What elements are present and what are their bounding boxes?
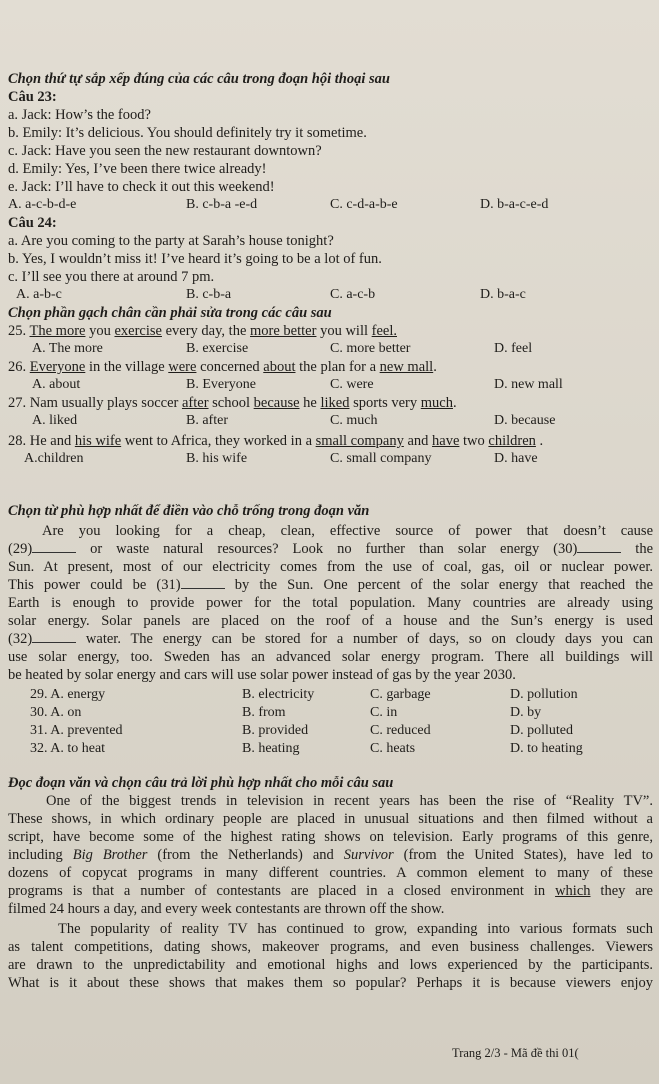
q23-line-e: e. Jack: I’ll have to check it out this weekend! (8, 179, 275, 195)
q28-option-b[interactable]: B. his wife (186, 451, 248, 466)
q27-sentence (8, 394, 653, 412)
q23-options (0, 196, 659, 214)
reading-line-10: are drawn to the unpredictability and emotional highs and lows experienced by the participants. (8, 957, 653, 973)
q31-option-c[interactable]: C. reduced (370, 723, 431, 738)
q23-option-b[interactable]: B. c-b-a -e-d (186, 197, 258, 212)
q28-text: went to Africa, they worked in a (121, 433, 316, 449)
q24-options (0, 286, 659, 304)
q30-options (0, 704, 659, 722)
blank-32-label: (32) (8, 631, 33, 647)
q29-option-b[interactable]: B. electricity (242, 687, 315, 702)
cloze-text: by the Sun. One percent of the solar energy that reached the (224, 577, 653, 593)
q25-text: you (85, 323, 115, 339)
q27-underline-c: liked (320, 395, 350, 411)
q31-option-d[interactable]: D. polluted (510, 723, 573, 738)
reading-line-2: These shows, in which ordinary people are placed in unusual situations and then filmed without a (8, 811, 653, 827)
cloze-line-1: Are you looking for a cheap, clean, effective source of power that doesn’t cause (42, 523, 653, 539)
question-23-label: Câu 23: (8, 89, 57, 105)
q28-sentence (8, 432, 653, 450)
q27-text: he (299, 395, 321, 411)
q28-option-c[interactable]: C. small company (330, 451, 432, 466)
section-1-title: Chọn thứ tự sắp xếp đúng của các câu trong đoạn hội thoại sau (8, 71, 390, 87)
reading-line-6 (8, 882, 653, 900)
q27-underline-b: because (253, 395, 300, 411)
section-3-title: Chọn từ phù hợp nhất để điền vào chỗ trống trong đoạn văn (8, 503, 370, 519)
q25-sentence (8, 322, 653, 340)
q25-text: you will (316, 323, 372, 339)
q25-underline-d: feel. (371, 323, 397, 339)
q26-text: the plan for a (295, 359, 380, 375)
q31-option-a[interactable]: 31. A. prevented (30, 723, 123, 738)
blank-30[interactable] (577, 540, 621, 553)
q25-options (0, 340, 659, 358)
q26-underline-c: about (263, 359, 296, 375)
cloze-text: or waste natural resources? Look no further than solar energy (30) (76, 541, 578, 557)
q32-option-d[interactable]: D. to heating (510, 741, 583, 756)
q25-underline-b: exercise (114, 323, 162, 339)
reading-text: programs is that a number of contestants are placed in a closed environment in (8, 883, 556, 899)
q24-option-c[interactable]: C. a-c-b (330, 287, 376, 302)
q23-line-c: c. Jack: Have you seen the new restaurant downtown? (8, 143, 322, 159)
reading-text: they are (590, 883, 653, 899)
q26-option-c[interactable]: C. were (330, 377, 374, 392)
q28-underline-b: small company (315, 433, 404, 449)
q25-option-a[interactable]: A. The more (32, 341, 103, 356)
question-24-label: Câu 24: (8, 215, 57, 231)
q28-option-a[interactable]: A.children (24, 451, 84, 466)
q26-text: 26. (8, 359, 30, 375)
q28-text: and (403, 433, 433, 449)
q26-options (0, 376, 659, 394)
q29-option-c[interactable]: C. garbage (370, 687, 431, 702)
q27-option-b[interactable]: B. after (186, 413, 228, 428)
q28-text: . (535, 433, 544, 449)
reading-line-5: dozens of copycat programs in many different countries. A common element to many of these (8, 865, 653, 881)
q24-option-b[interactable]: B. c-b-a (186, 287, 232, 302)
reading-underlined-which: which (555, 883, 591, 899)
cloze-line-8: use solar energy, too. Sweden has an advanced solar energy program. There all buildings will (8, 649, 653, 665)
q30-option-c[interactable]: C. in (370, 705, 398, 720)
q27-underline-d: much (420, 395, 453, 411)
q24-line-b: b. Yes, I wouldn’t miss it! I’ve heard it’s going to be a lot of fun. (8, 251, 382, 267)
q26-option-a[interactable]: A. about (32, 377, 81, 392)
q32-option-a[interactable]: 32. A. to heat (30, 741, 106, 756)
reading-line-4 (8, 846, 653, 864)
cloze-line-3: Sun. At present, most of our electricity comes from the use of coal, gas, oil or nuclear power. (8, 559, 653, 575)
q23-line-b: b. Emily: It’s delicious. You should definitely try it sometime. (8, 125, 367, 141)
q32-option-c[interactable]: C. heats (370, 741, 416, 756)
q26-option-b[interactable]: B. Everyone (186, 377, 256, 392)
q30-option-a[interactable]: 30. A. on (30, 705, 82, 720)
q26-text: . (433, 359, 437, 375)
q28-underline-a: his wife (74, 433, 122, 449)
q24-line-a: a. Are you coming to the party at Sarah’s house tonight? (8, 233, 334, 249)
q24-line-c: c. I’ll see you there at around 7 pm. (8, 269, 215, 285)
q30-option-b[interactable]: B. from (242, 705, 286, 720)
q23-option-c[interactable]: C. c-d-a-b-e (330, 197, 398, 212)
reading-text: including (8, 847, 73, 863)
q25-text: 25. (8, 323, 30, 339)
blank-31[interactable] (181, 576, 225, 589)
blank-29[interactable] (32, 540, 76, 553)
page-footer: Trang 2/3 - Mã đề thi 01( (452, 1046, 579, 1060)
cloze-line-9: be heated by solar energy and cars will use solar power instead of gas by the year 2030. (8, 667, 516, 683)
q28-underline-d: children (488, 433, 536, 449)
q27-text: . (452, 395, 457, 411)
q31-option-b[interactable]: B. provided (242, 723, 309, 738)
q25-underline-a: The more (29, 323, 86, 339)
q27-text: sports very (349, 395, 421, 411)
q31-options (0, 722, 659, 740)
q25-option-d[interactable]: D. feel (494, 341, 533, 356)
q27-option-a[interactable]: A. liked (32, 413, 78, 428)
q27-option-d[interactable]: D. because (494, 413, 556, 428)
q24-option-a[interactable]: A. a-b-c (16, 287, 62, 302)
q26-sentence (8, 358, 653, 376)
q25-option-b[interactable]: B. exercise (186, 341, 249, 356)
reading-text: (from the United States), have led to (393, 847, 653, 863)
q26-text: concerned (196, 359, 264, 375)
cloze-text: the (621, 541, 654, 557)
q28-option-d[interactable]: D. have (494, 451, 538, 466)
cloze-text: water. The energy can be stored for a number of days, so on cloudy days you can (76, 631, 653, 647)
q29-option-d[interactable]: D. pollution (510, 687, 578, 702)
q23-line-d: d. Emily: Yes, I’ve been there twice already! (8, 161, 267, 177)
reading-title-survivor: Survivor (343, 847, 394, 863)
q25-underline-c: more better (250, 323, 317, 339)
q32-options (0, 740, 659, 758)
reading-line-1: One of the biggest trends in television in recent years has been the rise of “Reality TV”. (46, 793, 653, 809)
cloze-line-2 (8, 540, 653, 558)
q27-options (0, 412, 659, 430)
q25-option-c[interactable]: C. more better (330, 341, 411, 356)
q28-underline-c: have (432, 433, 460, 449)
cloze-line-7 (8, 630, 653, 648)
q30-option-d[interactable]: D. by (510, 705, 542, 720)
reading-text: (from the Netherlands) and (147, 847, 344, 863)
cloze-line-5: Earth is enough to provide power for the total population. Many countries are already using (8, 595, 653, 611)
section-4-title: Đọc đoạn văn và chọn câu trả lời phù hợp nhất cho mỗi câu sau (8, 775, 394, 791)
q27-text: 27. Nam usually plays soccer (8, 395, 182, 411)
q27-option-c[interactable]: C. much (330, 413, 378, 428)
reading-line-8: The popularity of reality TV has continued to grow, expanding into various formats such (58, 921, 653, 937)
q23-option-a[interactable]: A. a-c-b-d-e (8, 197, 77, 212)
q24-option-d[interactable]: D. b-a-c (480, 287, 526, 302)
q28-text: two (459, 433, 489, 449)
reading-title-big-brother: Big Brother (72, 847, 148, 863)
blank-29-label: (29) (8, 541, 33, 557)
reading-line-11: What is it about these shows that makes them so popular? Perhaps it is because viewers enjoy (8, 975, 653, 991)
blank-32[interactable] (32, 630, 76, 643)
q26-option-d[interactable]: D. new mall (494, 377, 563, 392)
q26-underline-b: were (168, 359, 197, 375)
section-2-title: Chọn phần gạch chân cần phải sửa trong các câu sau (8, 305, 332, 321)
q26-underline-d: new mall (379, 359, 434, 375)
reading-line-7: filmed 24 hours a day, and every week contestants are thrown off the show. (8, 901, 445, 917)
q23-option-d[interactable]: D. b-a-c-e-d (480, 197, 549, 212)
q28-text: 28. He and (8, 433, 75, 449)
q26-text: in the village (85, 359, 169, 375)
q29-option-a[interactable]: 29. A. energy (30, 687, 106, 702)
cloze-text: This power could be (31) (8, 577, 181, 593)
q23-line-a: a. Jack: How’s the food? (8, 107, 151, 123)
q28-options (0, 450, 659, 468)
reading-line-9: as talent competitions, dating shows, makeover programs, and even business challenges. Viewers (8, 939, 653, 955)
q29-options (0, 686, 659, 704)
q27-text: school (208, 395, 254, 411)
cloze-line-4 (8, 576, 653, 594)
q26-underline-a: Everyone (29, 359, 86, 375)
q27-underline-a: after (181, 395, 209, 411)
reading-line-3: script, have become some of the highest rating shows on television. Early programs of this genre, (8, 829, 653, 845)
q32-option-b[interactable]: B. heating (242, 741, 300, 756)
cloze-line-6: solar energy. Solar panels are placed on the roof of a house and the Sun’s energy is used (8, 613, 653, 629)
q25-text: every day, the (161, 323, 251, 339)
